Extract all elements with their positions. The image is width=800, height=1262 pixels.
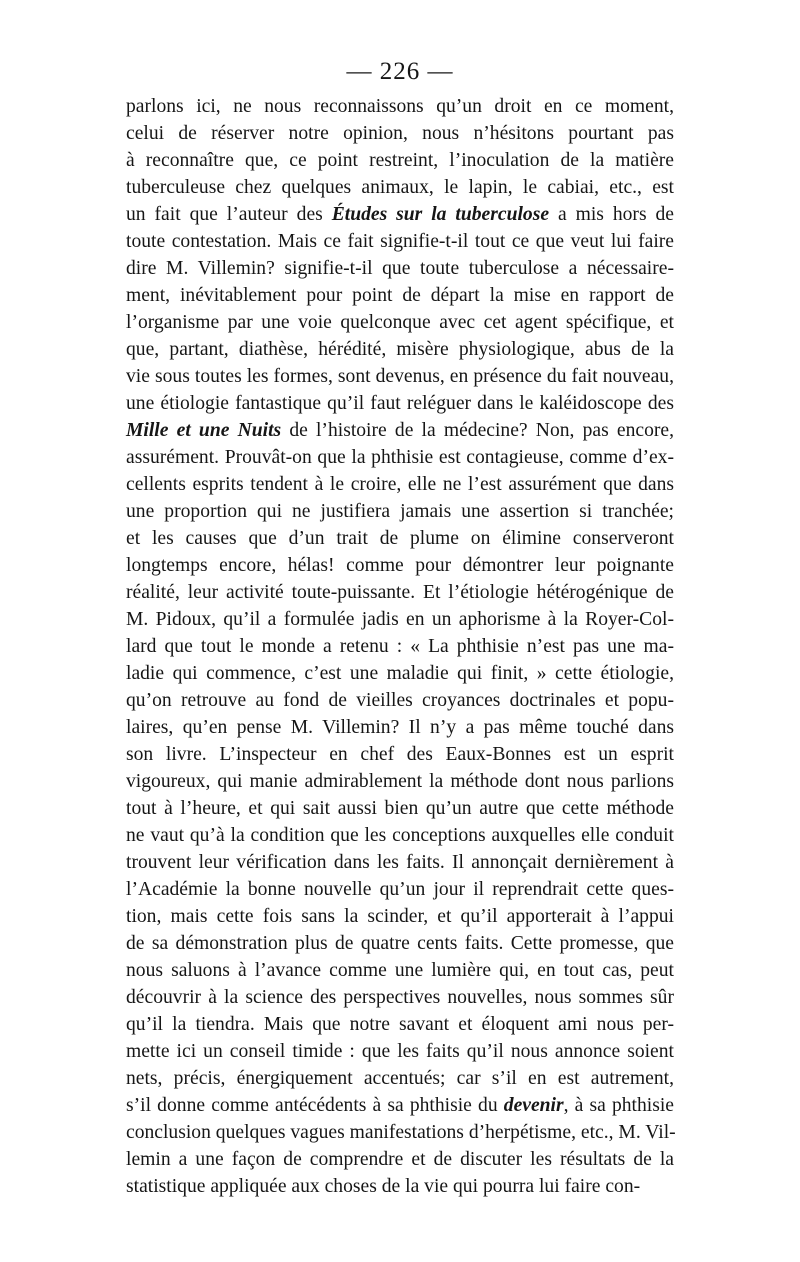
text-line: conclusion quelques vagues manifestations d’herpétisme, etc., M. Vil- (126, 1122, 676, 1143)
text-line: ladie qui commence, c’est une maladie qui finit, » cette étiologie, (126, 663, 674, 684)
text-line: toute contestation. Mais ce fait signifie-t-il tout ce que veut lui faire (126, 231, 674, 252)
text-line: une étiologie fantastique qu’il faut reléguer dans le kaléidoscope des (126, 393, 674, 414)
text-line: nous saluons à l’avance comme une lumière qui, en tout cas, peut (126, 960, 674, 981)
text-line: tout à l’heure, et qui sait aussi bien qu’un autre que cette méthode (126, 798, 674, 819)
text-line: statistique appliquée aux choses de la vie qui pourra lui faire con- (126, 1176, 641, 1197)
text-line: découvrir à la science des perspectives nouvelles, nous sommes sûr (126, 987, 674, 1008)
text-line: ne vaut qu’à la condition que les conceptions auxquelles elle conduit (126, 825, 674, 846)
text-line: un fait que l’auteur des Études sur la tuberculose a mis hors de (126, 204, 674, 225)
text-line: l’Académie la bonne nouvelle qu’un jour il reprendrait cette ques- (126, 879, 674, 900)
text-line: celui de réserver notre opinion, nous n’hésitons pourtant pas (126, 123, 674, 144)
text-line: assurément. Prouvât-on que la phthisie est contagieuse, comme d’ex- (126, 447, 674, 468)
text-line: parlons ici, ne nous reconnaissons qu’un droit en ce moment, (126, 96, 674, 117)
text-line: longtemps encore, hélas! comme pour démontrer leur poignante (126, 555, 674, 576)
page-number: — 226 — (346, 58, 454, 85)
text-line: vigoureux, qui manie admirablement la méthode dont nous parlions (126, 771, 674, 792)
text-line: vie sous toutes les formes, sont devenus, en présence du fait nouveau, (126, 366, 674, 387)
text-line: M. Pidoux, qu’il a formulée jadis en un aphorisme à la Royer-Col- (126, 609, 674, 630)
text-line: nets, précis, énergiquement accentués; car s’il en est autrement, (126, 1068, 674, 1089)
text-line: ment, inévitablement pour point de départ la mise en rapport de (126, 285, 674, 306)
text-line: que, partant, diathèse, hérédité, misère physiologique, abus de la (126, 339, 674, 360)
text-line: l’organisme par une voie quelconque avec cet agent spécifique, et (126, 312, 674, 333)
text-line: et les causes que d’un trait de plume on élimine conserveront (126, 528, 674, 549)
text-line: Mille et une Nuits de l’histoire de la médecine? Non, pas encore, (126, 420, 674, 441)
body-text (126, 93, 674, 1200)
text-line: cellents esprits tendent à le croire, elle ne l’est assurément que dans (126, 474, 674, 495)
text-line: mette ici un conseil timide : que les faits qu’il nous annonce soient (126, 1041, 674, 1062)
text-line: dire M. Villemin? signifie-t-il que toute tuberculose a nécessaire- (126, 258, 674, 279)
text-line: tuberculeuse chez quelques animaux, le lapin, le cabiai, etc., est (126, 177, 674, 198)
text-line: qu’il la tiendra. Mais que notre savant et éloquent ami nous per- (126, 1014, 674, 1035)
text-line: de sa démonstration plus de quatre cents faits. Cette promesse, que (126, 933, 674, 954)
text-line: qu’on retrouve au fond de vieilles croyances doctrinales et popu- (126, 690, 674, 711)
text-line: lard que tout le monde a retenu : « La phthisie n’est pas une ma- (126, 636, 674, 657)
text-line: tion, mais cette fois sans la scinder, et qu’il apporterait à l’appui (126, 906, 674, 927)
text-line: une proportion qui ne justifiera jamais une assertion si tranchée; (126, 501, 674, 522)
text-line: trouvent leur vérification dans les faits. Il annonçait dernièrement à (126, 852, 674, 873)
text-line: à reconnaître que, ce point restreint, l’inoculation de la matière (126, 150, 674, 171)
text-line: laires, qu’en pense M. Villemin? Il n’y a pas même touché dans (126, 717, 674, 738)
text-line: son livre. L’inspecteur en chef des Eaux-Bonnes est un esprit (126, 744, 674, 765)
text-line: s’il donne comme antécédents à sa phthisie du devenir, à sa phthisie (126, 1095, 675, 1116)
text-line: réalité, leur activité toute-puissante. Et l’étiologie hétérogénique de (126, 582, 674, 603)
text-line: lemin a une façon de comprendre et de discuter les résultats de la (126, 1149, 674, 1170)
